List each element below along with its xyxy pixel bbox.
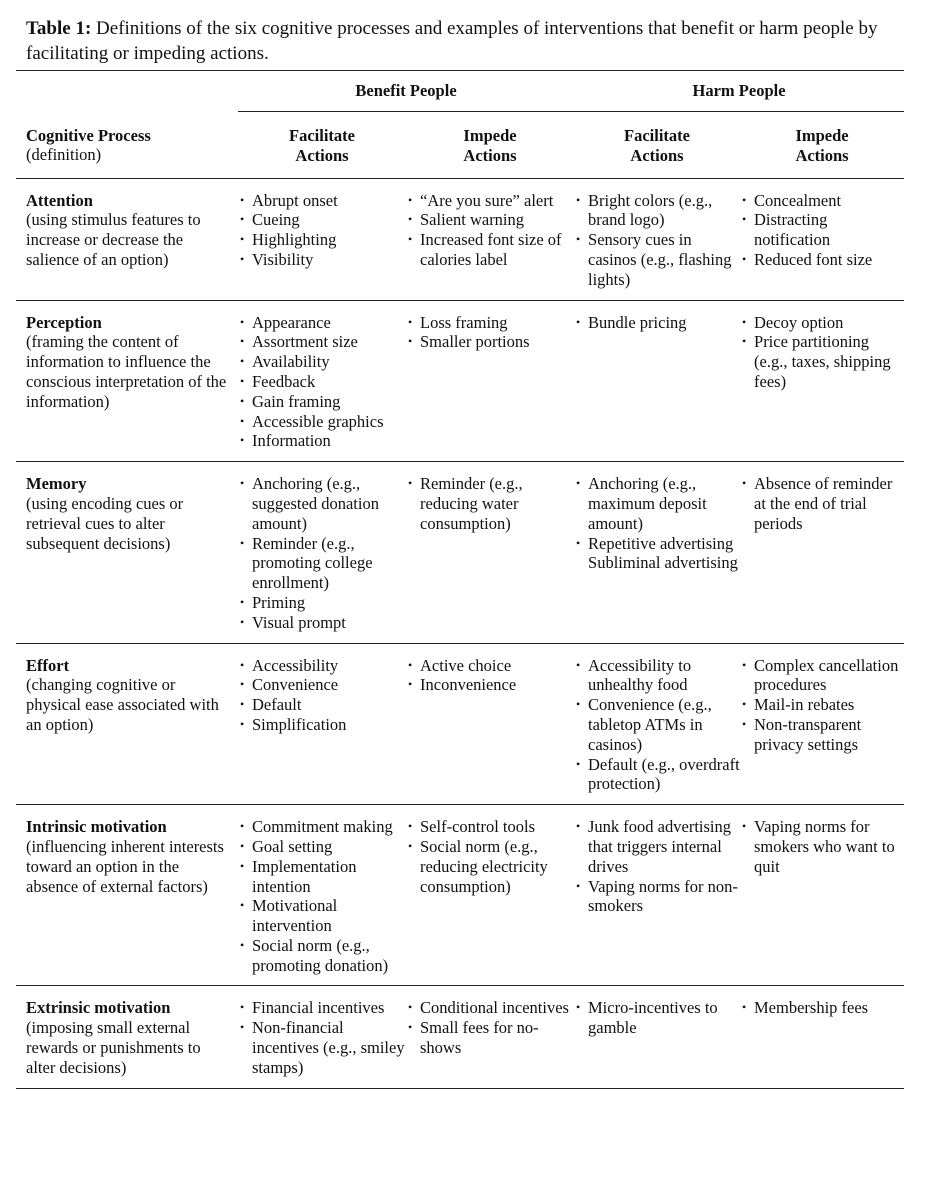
intervention-item: • Distracting notification (740, 210, 904, 250)
intervention-item: • Small fees for no-shows (406, 1018, 574, 1058)
intervention-item: • Anchoring (e.g., maximum deposit amount) (574, 474, 740, 533)
intervention-item: • Vaping norms for non-smokers (574, 877, 740, 917)
intervention-item: • Absence of reminder at the end of trial periods (740, 474, 904, 533)
intervention-cell-harm-impede (740, 300, 904, 462)
intervention-item: • Self-control tools (406, 817, 574, 837)
intervention-item: • Bright colors (e.g., brand logo) (574, 191, 740, 231)
column-header-benefit-impede (406, 112, 574, 179)
intervention-cell-harm-impede (740, 462, 904, 643)
intervention-cell-harm-impede (740, 805, 904, 986)
table-row (16, 805, 904, 986)
intervention-cell-harm-facilitate (574, 643, 740, 805)
intervention-list (574, 817, 740, 916)
intervention-list (406, 998, 574, 1057)
intervention-item: • Availability (238, 352, 406, 372)
intervention-cell-harm-facilitate (574, 805, 740, 986)
intervention-item: • Inconvenience (406, 675, 574, 695)
intervention-list (238, 313, 406, 452)
header-line: Actions (463, 145, 517, 165)
process-cell (16, 805, 238, 986)
intervention-item: • Reminder (e.g., reducing water consumption) (406, 474, 574, 533)
intervention-item: • Convenience (e.g., tabletop ATMs in casinos) (574, 695, 740, 754)
intervention-item: • Conditional incentives (406, 998, 574, 1018)
intervention-item: • Micro-incentives to gamble (574, 998, 740, 1038)
table-row (16, 643, 904, 805)
intervention-item: • Default (238, 695, 406, 715)
intervention-cell-harm-impede (740, 178, 904, 300)
intervention-cell-benefit-impede (406, 300, 574, 462)
intervention-item: • Social norm (e.g., reducing electricity consumption) (406, 837, 574, 896)
intervention-list (574, 474, 740, 573)
intervention-item: • Visibility (238, 250, 406, 270)
caption-label: Table 1: (26, 18, 92, 39)
intervention-item: • Accessibility (238, 656, 406, 676)
group-header-harm: Harm People (574, 71, 904, 112)
process-name: Effort (26, 655, 70, 675)
intervention-list (740, 474, 904, 533)
intervention-cell-benefit-facilitate (238, 300, 406, 462)
column-header-harm-facilitate (574, 112, 740, 179)
intervention-cell-benefit-impede (406, 643, 574, 805)
intervention-cell-benefit-facilitate (238, 462, 406, 643)
intervention-cell-benefit-impede (406, 178, 574, 300)
process-cell (16, 986, 238, 1088)
intervention-item: • Reminder (e.g., promoting college enrollment) (238, 534, 406, 593)
header-line: Impede (795, 126, 849, 145)
process-name: Intrinsic motivation (26, 817, 167, 837)
process-definition: (using stimulus features to increase or decrease the salience of an option) (26, 210, 201, 269)
process-cell (16, 462, 238, 643)
intervention-item: • Concealment (740, 191, 904, 211)
intervention-item: • Decoy option (740, 313, 904, 333)
intervention-item: • Simplification (238, 715, 406, 735)
intervention-item: • Accessible graphics (238, 412, 406, 432)
intervention-list (740, 313, 904, 392)
process-name: Extrinsic motivation (26, 998, 171, 1018)
group-header-benefit: Benefit People (238, 71, 574, 112)
cognitive-process-table (16, 70, 904, 1089)
intervention-list (406, 656, 574, 696)
intervention-item: • Gain framing (238, 392, 406, 412)
intervention-list (238, 998, 406, 1077)
intervention-item: • Accessibility to unhealthy food (574, 656, 740, 696)
intervention-cell-benefit-facilitate (238, 643, 406, 805)
intervention-item: • Smaller portions (406, 332, 574, 352)
group-header-empty (16, 71, 238, 112)
intervention-item: • Assortment size (238, 332, 406, 352)
intervention-item: • Salient warning (406, 210, 574, 230)
header-line: Impede (463, 126, 517, 145)
intervention-item: • Bundle pricing (574, 313, 740, 333)
intervention-item: • Price partitioning (e.g., taxes, shipping fees) (740, 332, 904, 391)
intervention-item: • Non-transparent privacy settings (740, 715, 904, 755)
intervention-item: • Social norm (e.g., promoting donation) (238, 936, 406, 976)
intervention-list (238, 474, 406, 632)
process-name: Memory (26, 474, 87, 494)
intervention-list (740, 998, 904, 1018)
intervention-cell-harm-facilitate (574, 300, 740, 462)
column-header-process (16, 112, 238, 179)
header-line: Actions (630, 145, 684, 165)
intervention-item: • Membership fees (740, 998, 904, 1018)
intervention-item: • Goal setting (238, 837, 406, 857)
intervention-list (238, 191, 406, 270)
process-cell (16, 300, 238, 462)
intervention-list (574, 998, 740, 1038)
intervention-cell-harm-facilitate (574, 986, 740, 1088)
intervention-item: • Loss framing (406, 313, 574, 333)
intervention-item: • Complex cancellation procedures (740, 656, 904, 696)
process-definition: (influencing inherent interests toward an option in the absence of external factors) (26, 836, 224, 896)
intervention-item: • Increased font size of calories label (406, 230, 574, 270)
intervention-item: Subliminal advertising (588, 553, 738, 573)
intervention-item: • Anchoring (e.g., suggested donation amount) (238, 474, 406, 533)
process-name: Attention (26, 190, 93, 210)
intervention-cell-harm-facilitate (574, 178, 740, 300)
intervention-list (406, 817, 574, 896)
intervention-item: • Information (238, 431, 406, 451)
intervention-item: • Non-financial incentives (e.g., smiley stamps) (238, 1018, 406, 1077)
intervention-cell-harm-facilitate (574, 462, 740, 643)
intervention-list (406, 191, 574, 270)
column-header-benefit-facilitate (238, 112, 406, 179)
intervention-cell-benefit-facilitate (238, 178, 406, 300)
intervention-cell-harm-impede (740, 986, 904, 1088)
intervention-item: • Junk food advertising that triggers internal drives (574, 817, 740, 876)
header-line: Facilitate (624, 126, 690, 145)
table-row (16, 986, 904, 1088)
table-caption (26, 16, 906, 66)
intervention-item: • Mail-in rebates (740, 695, 904, 715)
intervention-item: • Motivational intervention (238, 896, 406, 936)
intervention-item: • Repetitive advertising (574, 534, 740, 554)
process-definition: (framing the content of information to influence the conscious interpretation of the information) (26, 332, 227, 411)
intervention-item: • Vaping norms for smokers who want to quit (740, 817, 904, 876)
process-definition: (using encoding cues or retrieval cues to alter subsequent decisions) (26, 493, 184, 553)
intervention-list (740, 191, 904, 270)
intervention-item: • Cueing (238, 210, 406, 230)
intervention-item: • Sensory cues in casinos (e.g., flashing lights) (574, 230, 740, 289)
intervention-list (406, 474, 574, 533)
table-row (16, 462, 904, 643)
header-line: Actions (295, 145, 349, 165)
intervention-cell-harm-impede (740, 643, 904, 805)
process-cell (16, 178, 238, 300)
intervention-cell-benefit-impede (406, 462, 574, 643)
intervention-cell-benefit-impede (406, 986, 574, 1088)
intervention-item: • Implementation intention (238, 857, 406, 897)
intervention-list (740, 817, 904, 876)
intervention-list (574, 313, 740, 333)
intervention-item: • Visual prompt (238, 613, 406, 633)
intervention-item: • Priming (238, 593, 406, 613)
column-header-row (16, 112, 904, 179)
table-body (16, 178, 904, 1088)
intervention-item: • Appearance (238, 313, 406, 333)
process-cell (16, 643, 238, 805)
intervention-item: • Abrupt onset (238, 191, 406, 211)
table-row (16, 178, 904, 300)
intervention-list (740, 656, 904, 755)
intervention-list (406, 313, 574, 353)
intervention-list (574, 191, 740, 290)
intervention-item: • Financial incentives (238, 998, 406, 1018)
intervention-item: • Reduced font size (740, 250, 904, 270)
column-header-harm-impede (740, 112, 904, 179)
table-row (16, 300, 904, 462)
group-header-row (16, 71, 904, 112)
intervention-item: • Active choice (406, 656, 574, 676)
intervention-item: • Feedback (238, 372, 406, 392)
header-line: Facilitate (289, 126, 355, 145)
process-definition: (changing cognitive or physical ease associated with an option) (26, 675, 219, 734)
header-line: Actions (795, 145, 849, 165)
column-header-process-label: Cognitive Process (26, 125, 151, 145)
intervention-list (238, 656, 406, 735)
intervention-item: • Commitment making (238, 817, 406, 837)
intervention-item: • Highlighting (238, 230, 406, 250)
intervention-cell-benefit-facilitate (238, 986, 406, 1088)
column-header-definition-label: (definition) (26, 145, 102, 165)
intervention-cell-benefit-impede (406, 805, 574, 986)
process-name: Perception (26, 312, 102, 332)
process-definition: (imposing small external rewards or punishments to alter decisions) (26, 1018, 201, 1077)
intervention-item: • “Are you sure” alert (406, 191, 574, 211)
intervention-item: • Convenience (238, 675, 406, 695)
caption-text: Definitions of the six cognitive processes and examples of interventions that benefit or harm people by facilitating or impeding actions. (26, 18, 878, 64)
intervention-item: • Default (e.g., overdraft protection) (574, 755, 740, 795)
intervention-list (238, 817, 406, 975)
intervention-cell-benefit-facilitate (238, 805, 406, 986)
intervention-list (574, 656, 740, 795)
